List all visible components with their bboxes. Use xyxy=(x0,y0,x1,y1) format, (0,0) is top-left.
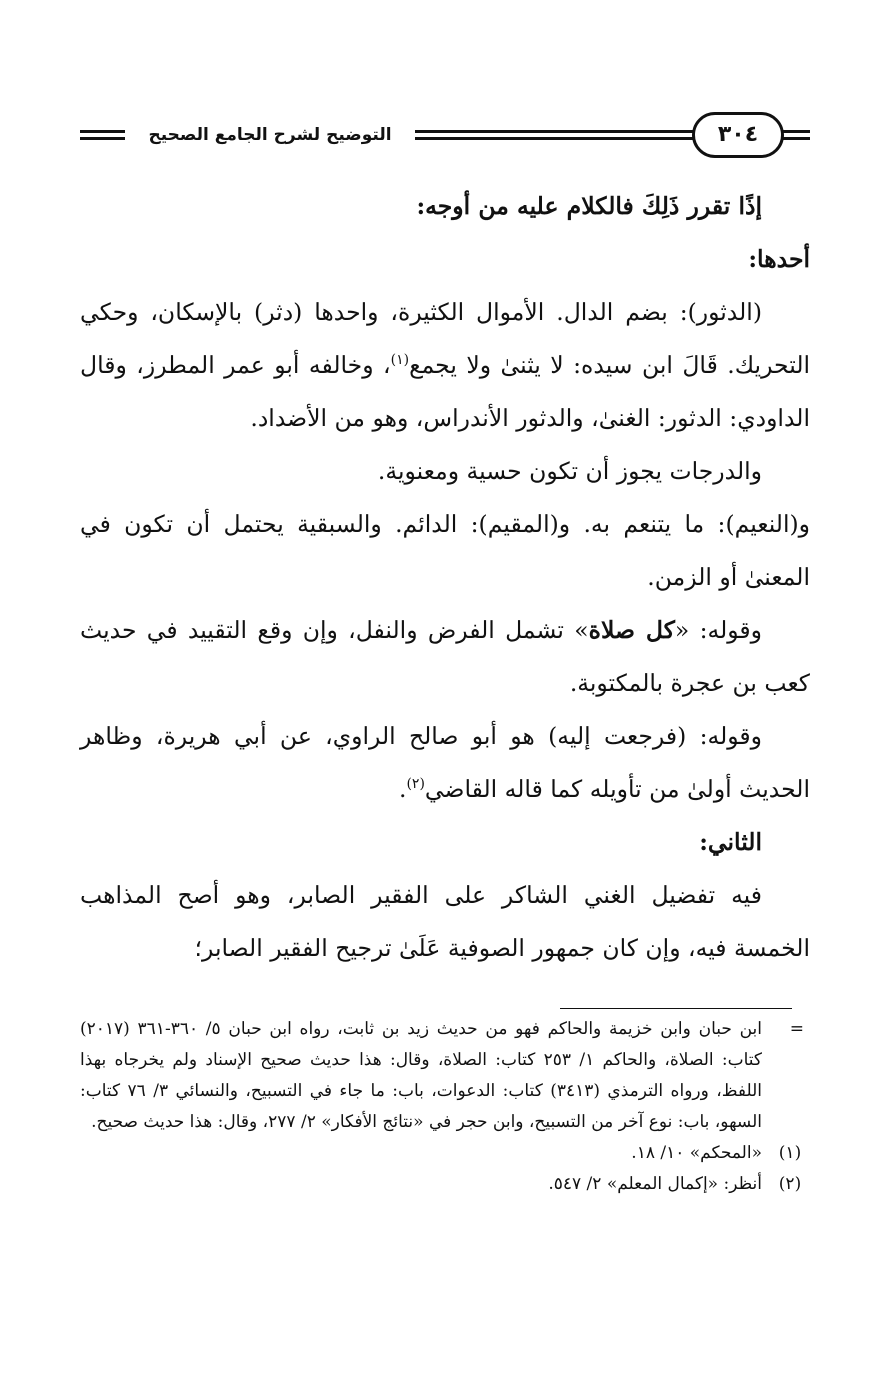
footnote-text: أنظر: «إكمال المعلم» ٢/ ٥٤٧. xyxy=(548,1174,762,1194)
paragraph-text: » تشمل الفرض والنفل، وإن وقع التقييد في حديث كعب بن عجرة بالمكتوبة. xyxy=(80,616,810,697)
quoted-phrase: كل صلاة xyxy=(588,616,675,644)
section-heading-first: أحدها: xyxy=(748,245,810,273)
footnote-text: ابن حبان وابن خزيمة والحاكم فهو من حديث زيد بن ثابت، رواه ابن حبان ٥/ ٣٦٠-٣٦١ (٢٠١٧) كتاب: الصلاة، والحاكم ١/ ٢٥٣ كتاب: الصلاة، وقال: هذا حديث صحيح الإسناد ولم يخرجاه بهذا اللفظ، ورواه الترمذي (٣٤١٣) كتاب: الدعوات، باب: ما جاء في التسبيح، والنسائي ٣/ ٧٦ كتاب: السهو، باب: نوع آخر من التسبيح، وابن حجر في «نتائج الأفكار» ٢/ ٢٧٧، وقال: هذا حديث صحيح. xyxy=(80,1019,762,1132)
header-double-rule-right xyxy=(782,130,810,140)
footnote-reference-2: (٢) xyxy=(406,776,425,793)
header-double-rule-left xyxy=(80,130,125,140)
paragraph-text: . xyxy=(398,775,407,803)
footnote-separator xyxy=(560,1008,792,1009)
paragraph-text: وقوله: (فرجعت إليه) هو أبو صالح الراوي، عن أبي هريرة، وظاهر الحديث أولىٰ من تأويله كما قاله القاضي xyxy=(80,722,810,803)
footnote-number: (٢) xyxy=(778,1174,802,1194)
footnote-text: «المحكم» ١٠/ ١٨. xyxy=(631,1143,762,1163)
paragraph-darajat: والدرجات يجوز أن تكون حسية ومعنوية. xyxy=(377,457,762,485)
paragraph-text: ، وخالفه أبو عمر المطرز، وقال الداودي: الدثور: الغنىٰ، والدثور الأندراس، وهو من الأضداد. xyxy=(80,351,810,432)
footnote-number: (١) xyxy=(778,1143,802,1163)
footnote-1 xyxy=(80,1138,810,1169)
running-title: التوضيح لشرح الجامع الصحيح xyxy=(148,125,392,145)
footnote-2 xyxy=(80,1169,810,1200)
section-heading-second: الثاني: xyxy=(699,828,762,856)
header-double-rule-middle xyxy=(415,130,695,140)
paragraph-dathur xyxy=(80,286,810,445)
footnote-reference-1: (١) xyxy=(390,352,410,369)
page-header xyxy=(80,112,810,160)
paragraph-text: وقوله: « xyxy=(674,616,762,644)
paragraph-intro: إذًا تقرر ذَلِكَ فالكلام عليه من أوجه: xyxy=(416,192,762,220)
paragraph-kull-salah xyxy=(80,604,810,710)
footnotes xyxy=(80,1014,810,1200)
continuation-mark: = xyxy=(789,1019,804,1039)
page-number-badge: ٣٠٤ xyxy=(692,112,784,158)
paragraph-tafdil: فيه تفضيل الغني الشاكر على الفقير الصابر، وهو أصح المذاهب الخمسة فيه، وإن كان جمهور الصوفية عَلَىٰ ترجيح الفقير الصابر؛ xyxy=(80,881,810,962)
paragraph-naim: و(النعيم): ما يتنعم به. و(المقيم): الدائم. والسبقية يحتمل أن تكون في المعنىٰ أو الزمن. xyxy=(80,510,810,591)
paragraph-text: (الدثور): بضم الدال. الأموال الكثيرة، واحدها (دثر) بالإسكان، وحكي التحريك. قَالَ ابن سيده: لا يثنىٰ ولا يجمع xyxy=(80,298,811,379)
paragraph-faraja xyxy=(80,710,810,816)
footnote-continuation xyxy=(80,1014,810,1138)
main-text xyxy=(80,180,810,975)
